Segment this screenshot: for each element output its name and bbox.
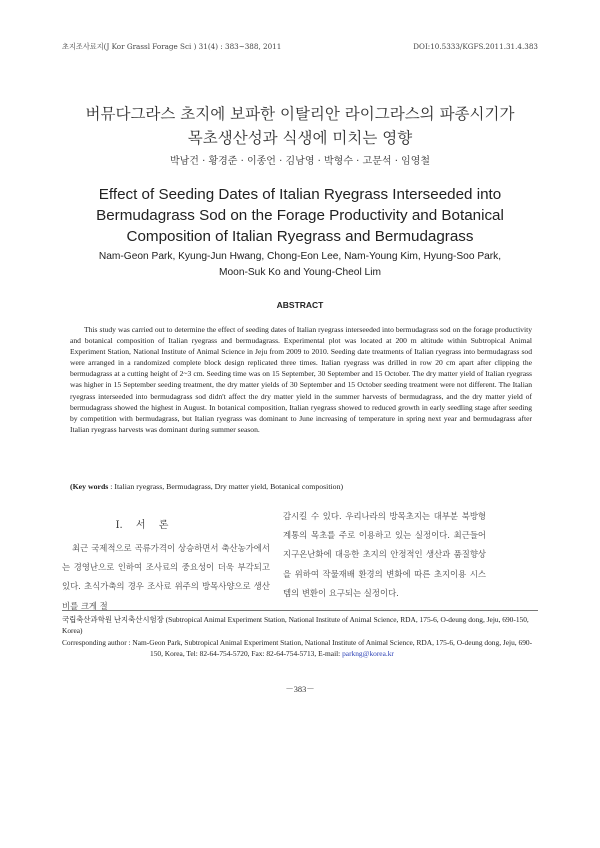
footnote-divider: [62, 610, 538, 611]
author-email-link[interactable]: parkng@korea.kr: [342, 649, 394, 659]
english-authors-line-1: Nam-Geon Park, Kyung-Jun Hwang, Chong-Eon Lee, Nam-Young Kim, Hyung-Soo Park,: [98, 251, 502, 262]
abstract-heading: ABSTRACT: [276, 300, 324, 310]
english-authors-line-2: Moon-Suk Ko and Young-Cheol Lim: [219, 267, 381, 278]
english-title-line-1: Effect of Seeding Dates of Italian Ryegrass Interseeded into: [98, 186, 502, 203]
english-title-line-3: Composition of Italian Ryegrass and Bermudagrass: [126, 228, 474, 245]
running-header-doi: DOI:10.5333/KGFS.2011.31.4.383: [413, 42, 538, 51]
korean-authors: 박남건 · 황경준 · 이종언 · 김남영 · 박형수 · 고문석 · 임영철: [169, 156, 431, 167]
introduction-left-column: 최근 국제적으로 곡류가격이 상승하면서 축산농가에서는 경영난으로 인하여 조사료의 중요성이 더욱 부각되고 있다. 초식가축의 경우 조사료 위주의 방목사양으로 생산비를 크게 절: [62, 543, 270, 611]
keywords-list: : Italian ryegrass, Bermudagrass, Dry matter yield, Botanical composition): [110, 482, 344, 491]
abstract-body: This study was carried out to determine the effect of seeding dates of Italian ryegrass interseeded into bermudagrass sod on the forage productivity and botanical composition of Italian ryegrass and bermudagrass. Experimental plot was located at 200 m altitude within Subtropical Animal Experiment Station, National Institute of Animal Science in Jeju from 2009 to 2010. Seeding date treatments of Italian ryegrass into bermudagrass sod were arranged in a randomized complete block design replicated three times. Italian ryegrass was drilled in row 20 cm apart after clipping the bermudagrass at a cutting height of 2~3 cm. Seeding time was on 15 September, 30 September and 15 October. The dry matter yield of Italian ryegrass was higher in 15 September seeding treatment, the dry matter yields of 30 September and 15 October seeding treatment were not different. The Italian ryegrass interseeded into bermudagrass sod didn't affect the dry matter yield in the summer harvests of bermudagrass, and the dry matter yield of bermudagrass showed the highest in August. In botanical composition, Italian ryegrass showed to reduced growth in early seedling stage after seeding by competition with bermudagrass, but Italian ryegrass was dominant to June increasing of temperature in spring next year and bermudagrass after Italian ryegrass harvests was dominant during summer season.: [70, 325, 532, 434]
running-header-journal: 초지조사료지(J Kor Grassl Forage Sci ) 31(4) : 383~388, 2011: [62, 42, 282, 51]
corresponding-author-text: Corresponding author : Nam-Geon Park, Subtropical Animal Experiment Station, National Institute of Animal Science, RDA, 175-6, O-deung dong, Jeju, 690-150, Korea, Tel: 82-64-754-5720, Fax: 82-64-754-5713, E-mail:: [62, 638, 533, 659]
keywords: [70, 482, 532, 491]
page-number: －383－: [285, 685, 315, 694]
english-title-line-2: Bermudagrass Sod on the Forage Productivity and Botanical: [96, 207, 504, 224]
keywords-label: (Key words: [70, 482, 109, 491]
korean-title-line-1: 버뮤다그라스 초지에 보파한 이탈리안 라이그라스의 파종시기가: [85, 105, 515, 123]
introduction-right-column: 감시킬 수 있다. 우리나라의 방목초지는 대부분 북방형계통의 목초를 주로 이용하고 있는 실정이다. 최근들어 지구온난화에 대응한 초지의 안정적인 생산과 품질향상을 위하여 작물재배 환경의 변화에 따른 초지이용 시스템의 변환이 요구되는 실정이다.: [283, 511, 486, 598]
section-heading-introduction: Ⅰ. 서 론: [115, 520, 169, 531]
korean-title-line-2: 목초생산성과 식생에 미치는 영향: [187, 129, 413, 147]
footnote-affiliation: 국립축산과학원 난지축산시험장 (Subtropical Animal Experiment Station, National Institute of Animal Science, RDA, 175-6, O-deung dong, Jeju, 690-150, Korea): [62, 615, 529, 636]
footnote-corresponding-author: [62, 637, 538, 659]
